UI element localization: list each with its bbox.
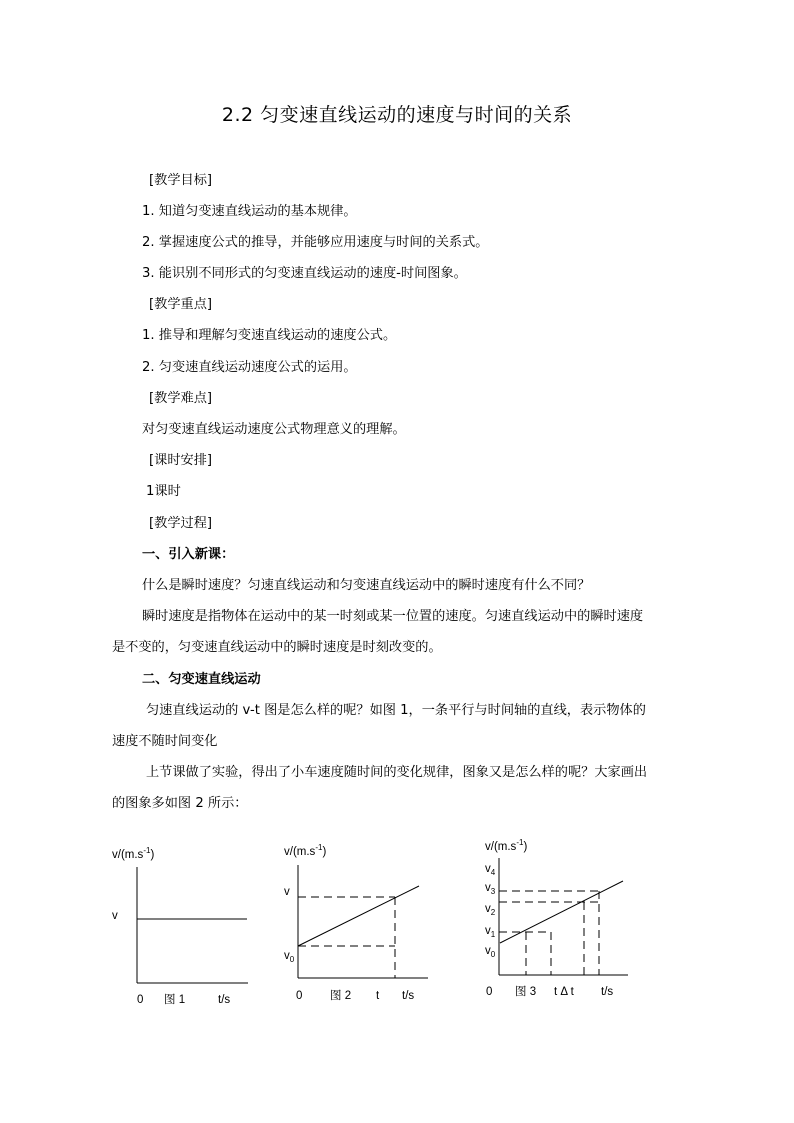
figure-3-x-axis-label: t/s	[601, 986, 614, 998]
page-title: 2.2 匀变速直线运动的速度与时间的关系	[221, 104, 573, 126]
section2-paragraph: 速度不随时间变化	[112, 734, 218, 749]
figure-1-axes	[137, 867, 248, 983]
section1-answer: 是不变的，匀变速直线运动中的瞬时速度是时刻改变的。	[112, 640, 442, 655]
figure-2-axes	[298, 865, 428, 978]
key-point-item: 2. 匀变速直线运动速度公式的运用。	[142, 360, 357, 375]
figure-3-graph	[476, 830, 641, 1010]
figure-3-caption: 图 3	[515, 986, 537, 998]
figure-1-v-label: v	[112, 910, 118, 922]
objective-item: 3. 能识别不同形式的匀变速直线运动的速度-时间图象。	[142, 266, 467, 281]
figure-3-v4-label: $v_4$	[485, 863, 496, 877]
figure-2-caption: 图 2	[330, 990, 352, 1002]
objective-item: 2. 掌握速度公式的推导，并能够应用速度与时间的关系式。	[142, 235, 489, 250]
section1-answer: 瞬时速度是指物体在运动中的某一时刻或某一位置的速度。匀速直线运动中的瞬时速度	[142, 609, 644, 624]
figure-2-graph	[278, 835, 438, 1015]
figure-3-v2-label: $v_2$	[485, 903, 496, 917]
section1-heading: 一、引入新课：	[142, 547, 235, 562]
figure-3-v0-label: $v_0$	[485, 945, 496, 959]
figure-3-dashed-guides	[499, 891, 599, 975]
schedule-text: 1课时	[146, 484, 181, 499]
figure-2-t-label: t	[376, 990, 380, 1002]
figure-3-origin-label: 0	[486, 986, 493, 998]
section2-paragraph: 上节课做了实验，得出了小车速度随时间的变化规律，图象又是怎么样的呢？大家画出	[146, 765, 648, 780]
figure-1-y-axis-label: $v/(m.s^{-1})$	[112, 846, 155, 861]
figure-2-dashed-guides	[298, 897, 395, 978]
section2-paragraph: 匀速直线运动的 v-t 图是怎么样的呢？如图 1，一条平行与时间轴的直线，表示物体的	[146, 703, 646, 718]
key-point-item: 1. 推导和理解匀变速直线运动的速度公式。	[142, 328, 397, 343]
schedule-heading: [课时安排]	[149, 453, 213, 468]
figure-3-v3-label: $v_3$	[485, 882, 496, 896]
figure-3-t-delta-label: t Δ t	[554, 986, 574, 998]
section2-paragraph: 的图象多如图 2 所示：	[112, 796, 248, 811]
objective-item: 1. 知道匀变速直线运动的基本规律。	[142, 204, 357, 219]
figure-2-v-label: v	[284, 886, 290, 898]
figure-3-v1-label: $v_1$	[485, 925, 496, 939]
key-points-heading: [教学重点]	[149, 297, 213, 312]
figure-1-x-axis-label: t/s	[218, 994, 231, 1006]
figure-2-x-axis-label: t/s	[402, 990, 415, 1002]
section2-heading: 二、匀变速直线运动	[142, 672, 261, 687]
objectives-heading: [教学目标]	[149, 173, 213, 188]
difficulty-heading: [教学难点]	[149, 391, 213, 406]
figure-3-y-axis-label: $v/(m.s^{-1})$	[485, 838, 528, 853]
process-heading: [教学过程]	[149, 516, 213, 531]
figure-2-y-axis-label: $v/(m.s^{-1})$	[284, 843, 327, 858]
figure-2-origin-label: 0	[296, 990, 303, 1002]
figure-2-v0-label: $v_0$	[284, 950, 295, 964]
figure-1-graph	[100, 835, 260, 1015]
section1-question: 什么是瞬时速度？匀速直线运动和匀变速直线运动中的瞬时速度有什么不同？	[142, 578, 591, 593]
difficulty-text: 对匀变速直线运动速度公式物理意义的理解。	[142, 422, 406, 437]
figure-1-origin-label: 0	[137, 994, 144, 1006]
figure-1-caption: 图 1	[164, 994, 186, 1006]
figure-3-axes	[499, 858, 628, 975]
